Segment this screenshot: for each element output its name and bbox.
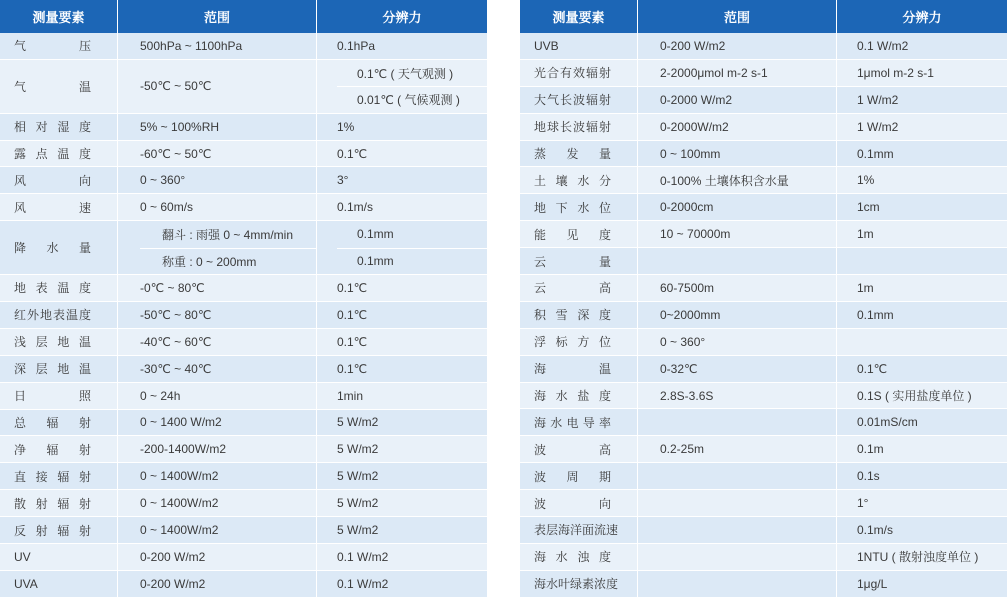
resolution-cell xyxy=(317,221,487,274)
resolution-cell xyxy=(837,141,1007,167)
resolution-cell xyxy=(837,463,1007,489)
resolution-cell-sub: 0.1mm xyxy=(357,227,394,242)
range-cell-text: 2.8S-3.6S xyxy=(660,388,714,403)
resolution-cell xyxy=(837,194,1007,220)
table-row xyxy=(520,490,1007,517)
element-name: 露点温度 xyxy=(14,147,91,162)
resolution-cell-sub: 0.1mm xyxy=(337,248,487,274)
range-cell-text: 60-7500m xyxy=(660,280,715,295)
resolution-cell-text: 5 W/m2 xyxy=(337,442,379,457)
resolution-cell-text: 1% xyxy=(337,119,355,134)
element-name: 蒸发量 xyxy=(534,147,611,161)
resolution-cell xyxy=(317,114,487,140)
element-name-cell xyxy=(0,33,118,59)
resolution-cell-text: 1cm xyxy=(857,200,880,215)
range-cell-text: 0-200 W/m2 xyxy=(140,549,206,564)
table-body xyxy=(520,33,1007,598)
resolution-cell-text: 0.1s xyxy=(857,469,880,484)
table-row xyxy=(520,409,1007,436)
range-cell xyxy=(638,409,837,435)
element-name-cell xyxy=(0,436,118,462)
range-cell xyxy=(638,517,837,543)
range-cell xyxy=(118,544,317,570)
element-name: 海水盐度 xyxy=(534,389,611,404)
range-cell xyxy=(638,87,837,113)
resolution-cell xyxy=(837,87,1007,113)
range-cell xyxy=(638,141,837,167)
resolution-cell-text: 0.1S ( 实用盐度单位 ) xyxy=(857,389,972,404)
element-name: 地表温度 xyxy=(14,281,91,296)
range-cell-text: 0-2000W/m2 xyxy=(660,119,729,134)
element-name: UVB xyxy=(534,38,559,53)
table-row xyxy=(520,60,1007,87)
element-name-cell xyxy=(520,221,638,247)
resolution-cell-text: 1NTU ( 散射浊度单位 ) xyxy=(857,550,979,565)
element-name: 浅层地温 xyxy=(14,335,91,350)
element-name: 地下水位 xyxy=(534,200,611,215)
range-cell-text: -0℃ ~ 80℃ xyxy=(140,280,205,295)
range-cell-text: -50℃ ~ 50℃ xyxy=(140,79,212,94)
element-name-cell xyxy=(520,87,638,113)
resolution-cell-text: 0.1m/s xyxy=(337,200,374,215)
resolution-cell xyxy=(317,329,487,355)
resolution-cell xyxy=(837,221,1007,247)
range-cell-text: 5% ~ 100%RH xyxy=(140,119,220,134)
element-name: 气压 xyxy=(14,39,91,54)
resolution-cell xyxy=(317,275,487,301)
resolution-cell xyxy=(837,167,1007,193)
resolution-cell-text: 0.1℃ xyxy=(337,307,368,322)
range-cell xyxy=(638,114,837,140)
table-row xyxy=(520,33,1007,60)
resolution-cell-text: 0.1m xyxy=(857,442,884,457)
table-row xyxy=(520,356,1007,383)
element-name: 海水电导率 xyxy=(534,415,611,430)
resolution-cell-text: 0.1 W/m2 xyxy=(337,549,389,564)
range-cell xyxy=(118,221,317,274)
header-element: 测量要素 xyxy=(520,0,638,33)
table-row xyxy=(0,275,487,302)
resolution-cell xyxy=(837,544,1007,570)
element-name-cell xyxy=(520,463,638,489)
table-row xyxy=(520,141,1007,168)
range-cell-text: -50℃ ~ 80℃ xyxy=(140,307,212,322)
table-row xyxy=(520,275,1007,302)
table-row xyxy=(0,329,487,356)
element-name-cell xyxy=(520,383,638,409)
element-name-cell xyxy=(520,302,638,328)
resolution-cell-text: 0.1℃ xyxy=(337,361,368,376)
table-row xyxy=(520,194,1007,221)
range-cell xyxy=(638,60,837,86)
resolution-cell-text: 0.1℃ xyxy=(337,280,368,295)
element-name-cell xyxy=(0,410,118,436)
table-row xyxy=(520,87,1007,114)
element-name-cell xyxy=(520,436,638,462)
resolution-cell xyxy=(317,436,487,462)
table-row xyxy=(0,60,487,114)
element-name: 日照 xyxy=(14,389,91,404)
element-name: 波高 xyxy=(534,442,611,457)
range-cell-text: 0~2000mm xyxy=(660,307,721,322)
resolution-cell xyxy=(317,141,487,167)
range-cell xyxy=(118,275,317,301)
element-name: 波周期 xyxy=(534,469,611,484)
element-name-cell xyxy=(520,356,638,382)
resolution-cell xyxy=(837,571,1007,597)
header-resolution: 分辨力 xyxy=(902,10,942,25)
element-name: 散射辐射 xyxy=(14,496,91,511)
table-row xyxy=(0,221,487,275)
element-name-cell xyxy=(0,383,118,409)
resolution-cell xyxy=(317,463,487,489)
range-cell-text: 0-2000 W/m2 xyxy=(660,92,733,107)
range-cell xyxy=(118,329,317,355)
table-row xyxy=(0,114,487,141)
table-row xyxy=(520,463,1007,490)
table-row xyxy=(0,517,487,544)
table-row xyxy=(520,436,1007,463)
resolution-cell-text: 1° xyxy=(857,496,869,511)
element-name-cell xyxy=(0,356,118,382)
header-range: 范围 xyxy=(118,0,317,33)
range-cell xyxy=(638,329,837,355)
element-name: 能见度 xyxy=(534,227,611,242)
element-name: 风向 xyxy=(14,173,91,188)
element-name: 海水浊度 xyxy=(534,550,611,565)
resolution-cell-text: 3° xyxy=(337,173,349,188)
element-name: 大气长波辐射 xyxy=(534,93,611,108)
range-cell-text: 0 ~ 1400W/m2 xyxy=(140,523,219,537)
resolution-cell-text: 1μmol m-2 s-1 xyxy=(857,65,934,80)
element-name-cell xyxy=(520,114,638,140)
range-cell xyxy=(638,463,837,489)
element-name-cell xyxy=(0,114,118,140)
resolution-cell-text: 0.01mS/cm xyxy=(857,415,918,430)
resolution-cell xyxy=(837,33,1007,59)
element-name: 直接辐射 xyxy=(14,469,91,484)
range-cell xyxy=(118,33,317,59)
resolution-cell-text: 0.1mm xyxy=(857,146,894,161)
range-cell xyxy=(118,114,317,140)
resolution-cell xyxy=(837,60,1007,86)
resolution-cell-text: 0.1℃ xyxy=(337,334,368,349)
table-row xyxy=(520,167,1007,194)
range-cell xyxy=(118,167,317,193)
range-cell-text: 0-200 W/m2 xyxy=(660,38,726,53)
table-row xyxy=(0,167,487,194)
resolution-cell-text: 1μg/L xyxy=(857,576,888,591)
range-cell-text: -40℃ ~ 60℃ xyxy=(140,334,212,349)
resolution-cell-text: 5 W/m2 xyxy=(337,469,379,484)
resolution-cell xyxy=(837,490,1007,516)
element-name: 波向 xyxy=(534,496,611,511)
range-cell-text: 0 ~ 1400W/m2 xyxy=(140,496,219,511)
table-row xyxy=(520,114,1007,141)
resolution-cell xyxy=(317,571,487,597)
resolution-cell xyxy=(837,329,1007,355)
element-name: 光合有效辐射 xyxy=(534,66,611,81)
range-cell-text: 0-32℃ xyxy=(660,361,698,376)
range-cell-text: 0-100% 土壤体积含水量 xyxy=(660,173,789,188)
range-cell xyxy=(638,356,837,382)
element-name-cell xyxy=(520,33,638,59)
range-cell xyxy=(118,356,317,382)
element-name-cell xyxy=(520,490,638,516)
resolution-cell-text: 1% xyxy=(857,173,875,188)
element-name: 总辐射 xyxy=(14,415,91,430)
element-name: 云量 xyxy=(534,254,611,269)
element-name: 降水量 xyxy=(14,241,91,256)
resolution-cell-text: 0.1℃ xyxy=(857,361,888,376)
element-name-cell xyxy=(0,329,118,355)
element-name-cell xyxy=(520,571,638,597)
resolution-cell xyxy=(317,302,487,328)
element-name-cell xyxy=(520,248,638,274)
table-row xyxy=(0,490,487,517)
range-cell xyxy=(638,275,837,301)
element-name: 反射辐射 xyxy=(14,523,91,538)
table-row xyxy=(520,383,1007,410)
range-cell xyxy=(638,33,837,59)
range-cell xyxy=(118,141,317,167)
element-name-cell xyxy=(520,194,638,220)
resolution-cell-text: 0.1℃ xyxy=(337,146,368,161)
resolution-cell xyxy=(837,356,1007,382)
table-row xyxy=(520,571,1007,598)
element-name-cell xyxy=(520,60,638,86)
range-cell-text: -60℃ ~ 50℃ xyxy=(140,146,212,161)
element-name-cell xyxy=(0,490,118,516)
range-cell-text: 0-2000cm xyxy=(660,200,714,215)
range-cell xyxy=(638,436,837,462)
range-cell-text: 500hPa ~ 1100hPa xyxy=(140,38,243,53)
element-name-cell xyxy=(0,275,118,301)
table-row xyxy=(0,383,487,410)
resolution-cell-text: 0.1m/s xyxy=(857,522,894,537)
element-name-cell xyxy=(520,329,638,355)
resolution-cell xyxy=(317,33,487,59)
element-name-cell xyxy=(0,194,118,220)
range-cell xyxy=(118,517,317,543)
resolution-cell-text: 5 W/m2 xyxy=(337,496,379,511)
resolution-cell xyxy=(837,114,1007,140)
element-name: 净辐射 xyxy=(14,442,91,457)
table-row xyxy=(0,463,487,490)
range-cell xyxy=(638,221,837,247)
resolution-cell-text: 0.1 W/m2 xyxy=(857,38,909,53)
element-name-cell xyxy=(0,544,118,570)
resolution-cell xyxy=(317,167,487,193)
resolution-cell xyxy=(317,517,487,543)
range-cell xyxy=(118,194,317,220)
table-row xyxy=(0,141,487,168)
resolution-cell-sub: 0.01℃ ( 气候观测 ) xyxy=(337,86,487,112)
range-cell-text: 0.2-25m xyxy=(660,442,705,457)
resolution-cell xyxy=(317,356,487,382)
header-range: 范围 xyxy=(638,0,837,33)
table-row xyxy=(520,302,1007,329)
element-name: 积雪深度 xyxy=(534,308,611,323)
element-name-cell xyxy=(520,141,638,167)
resolution-cell xyxy=(837,302,1007,328)
element-name: 风速 xyxy=(14,200,91,215)
resolution-cell-text: 0.1 W/m2 xyxy=(337,576,389,591)
right-spec-table xyxy=(520,0,1007,598)
range-cell-sub: 称重 : 0 ~ 200mm xyxy=(140,248,316,274)
element-name: 海水叶绿素浓度 xyxy=(534,577,619,592)
resolution-cell xyxy=(837,383,1007,409)
range-cell xyxy=(118,383,317,409)
left-spec-table xyxy=(0,0,487,598)
header-resolution: 分辨力 xyxy=(382,10,422,25)
resolution-cell xyxy=(317,544,487,570)
element-name-cell xyxy=(520,544,638,570)
resolution-cell-text: 1m xyxy=(857,227,874,242)
range-cell-text: 0 ~ 60m/s xyxy=(140,200,194,215)
table-row xyxy=(0,436,487,463)
resolution-cell xyxy=(837,436,1007,462)
range-cell xyxy=(638,490,837,516)
range-cell-sub: 翻斗 : 雨强 0 ~ 4mm/min xyxy=(162,227,294,242)
element-name-cell xyxy=(520,517,638,543)
range-cell-text: 10 ~ 70000m xyxy=(660,227,731,242)
element-name-cell xyxy=(0,221,118,274)
resolution-cell xyxy=(317,383,487,409)
table-row xyxy=(0,302,487,329)
table-header xyxy=(0,0,487,33)
element-name-cell xyxy=(0,141,118,167)
element-name: 深层地温 xyxy=(14,362,91,377)
range-cell xyxy=(118,60,317,113)
range-cell-text: 0 ~ 1400 W/m2 xyxy=(140,415,222,430)
element-name: 气温 xyxy=(14,79,91,94)
resolution-cell xyxy=(837,275,1007,301)
table-row xyxy=(520,329,1007,356)
element-name: UVA xyxy=(14,576,38,591)
element-name-cell xyxy=(0,463,118,489)
range-cell-text: 0 ~ 360° xyxy=(660,334,706,349)
range-cell xyxy=(118,463,317,489)
table-body xyxy=(0,33,487,598)
element-name: 表层海洋面流速 xyxy=(534,523,619,538)
range-cell xyxy=(638,544,837,570)
range-cell xyxy=(118,436,317,462)
element-name: 红外地表温度 xyxy=(14,308,91,323)
range-cell-text: 0-200 W/m2 xyxy=(140,576,206,591)
header-element: 测量要素 xyxy=(0,0,118,33)
element-name: 浮标方位 xyxy=(534,335,611,350)
resolution-cell xyxy=(837,248,1007,274)
resolution-cell-text: 1 W/m2 xyxy=(857,119,899,134)
table-row xyxy=(520,248,1007,275)
range-cell-text: 0 ~ 360° xyxy=(140,173,186,188)
range-cell-text: -30℃ ~ 40℃ xyxy=(140,361,212,376)
range-cell-text: -200-1400W/m2 xyxy=(140,442,227,457)
table-row xyxy=(0,356,487,383)
element-name: 海温 xyxy=(534,362,611,377)
range-cell xyxy=(118,302,317,328)
table-row xyxy=(0,194,487,221)
element-name: 相对湿度 xyxy=(14,120,91,135)
resolution-cell xyxy=(317,60,487,113)
range-cell-text: 0 ~ 100mm xyxy=(660,146,721,161)
resolution-cell xyxy=(317,410,487,436)
range-cell xyxy=(118,571,317,597)
resolution-cell xyxy=(317,194,487,220)
range-cell xyxy=(638,248,837,274)
range-cell xyxy=(638,167,837,193)
resolution-cell-sub: 0.1℃ ( 天气观测 ) xyxy=(357,66,454,81)
element-name: UV xyxy=(14,549,31,564)
table-row xyxy=(0,544,487,571)
element-name: 土壤水分 xyxy=(534,173,611,188)
resolution-cell xyxy=(837,409,1007,435)
element-name: 地球长波辐射 xyxy=(534,120,611,135)
element-name-cell xyxy=(0,60,118,113)
range-cell-text: 0 ~ 24h xyxy=(140,388,181,403)
resolution-cell-text: 5 W/m2 xyxy=(337,523,379,537)
resolution-cell-text: 0.1hPa xyxy=(337,38,376,53)
table-row xyxy=(0,571,487,598)
resolution-cell-text: 1min xyxy=(337,388,364,403)
range-cell-text: 2-2000μmol m-2 s-1 xyxy=(660,65,768,80)
element-name: 云高 xyxy=(534,281,611,296)
table-row xyxy=(520,517,1007,544)
element-name-cell xyxy=(520,409,638,435)
resolution-cell xyxy=(317,490,487,516)
range-cell xyxy=(638,571,837,597)
element-name-cell xyxy=(520,167,638,193)
table-header xyxy=(520,0,1007,33)
element-name-cell xyxy=(0,571,118,597)
resolution-cell-text: 1m xyxy=(857,280,874,295)
range-cell xyxy=(118,490,317,516)
resolution-cell xyxy=(837,517,1007,543)
table-row xyxy=(520,221,1007,248)
table-row xyxy=(0,410,487,437)
table-row xyxy=(520,544,1007,571)
element-name-cell xyxy=(0,167,118,193)
range-cell xyxy=(638,383,837,409)
element-name-cell xyxy=(0,302,118,328)
resolution-cell-text: 1 W/m2 xyxy=(857,92,899,107)
resolution-cell-text: 0.1mm xyxy=(857,307,894,322)
resolution-cell-text: 5 W/m2 xyxy=(337,415,379,430)
element-name-cell xyxy=(520,275,638,301)
table-row xyxy=(0,33,487,60)
range-cell-text: 0 ~ 1400W/m2 xyxy=(140,469,219,484)
range-cell xyxy=(118,410,317,436)
element-name-cell xyxy=(0,517,118,543)
range-cell xyxy=(638,194,837,220)
range-cell xyxy=(638,302,837,328)
